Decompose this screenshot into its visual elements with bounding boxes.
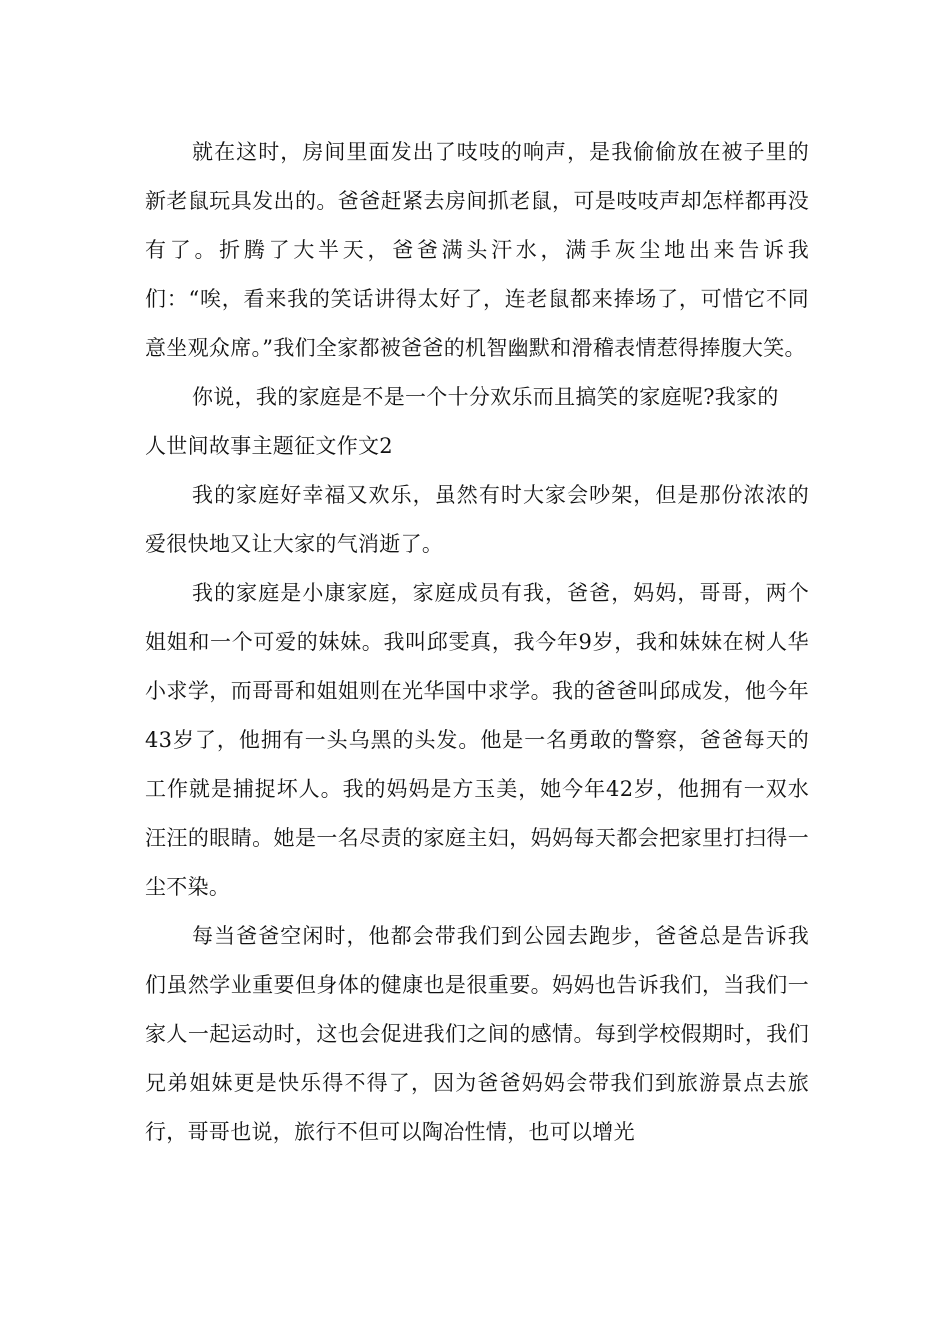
paragraph-5: 每当爸爸空闲时，他都会带我们到公园去跑步，爸爸总是告诉我们虽然学业重要但身体的健康也是很重要。妈妈也告诉我们，当我们一家人一起运动时，这也会促进我们之间的感情。每到学校假期时，我们兄弟姐妹更是快乐得不得了，因为爸爸妈妈会带我们到旅游景点去旅行，哥哥也说，旅行不但可以陶冶性情，也可以增光	[145, 924, 809, 1144]
essay-title: 人世间故事主题征文作文2	[145, 434, 393, 458]
paragraph-4: 我的家庭是小康家庭，家庭成员有我，爸爸，妈妈，哥哥，两个姐姐和一个可爱的妹妹。我叫邱雯真，我今年9岁，我和妹妹在树人华小求学，而哥哥和姐姐则在光华国中求学。我的爸爸叫邱成发，他今年43岁了，他拥有一头乌黑的头发。他是一名勇敢的警察，爸爸每天的工作就是捕捉坏人。我的妈妈是方玉美，她今年42岁，他拥有一双水汪汪的眼睛。她是一名尽责的家庭主妇，妈妈每天都会把家里打扫得一尘不染。	[145, 581, 809, 899]
paragraph-1: 就在这时，房间里面发出了吱吱的响声，是我偷偷放在被子里的新老鼠玩具发出的。爸爸赶紧去房间抓老鼠，可是吱吱声却怎样都再没有了。折腾了大半天，爸爸满头汗水，满手灰尘地出来告诉我们：“唉，看来我的笑话讲得太好了，连老鼠都来捧场了，可惜它不同意坐观众席。”我们全家都被爸爸的机智幽默和滑稽表情惹得捧腹大笑。	[145, 140, 809, 360]
document-body	[145, 128, 809, 1157]
paragraph-3: 我的家庭好幸福又欢乐，虽然有时大家会吵架，但是那份浓浓的爱很快地又让大家的气消逝了。	[145, 483, 809, 556]
paragraph-2: 你说，我的家庭是不是一个十分欢乐而且搞笑的家庭呢?我家的	[192, 385, 779, 409]
